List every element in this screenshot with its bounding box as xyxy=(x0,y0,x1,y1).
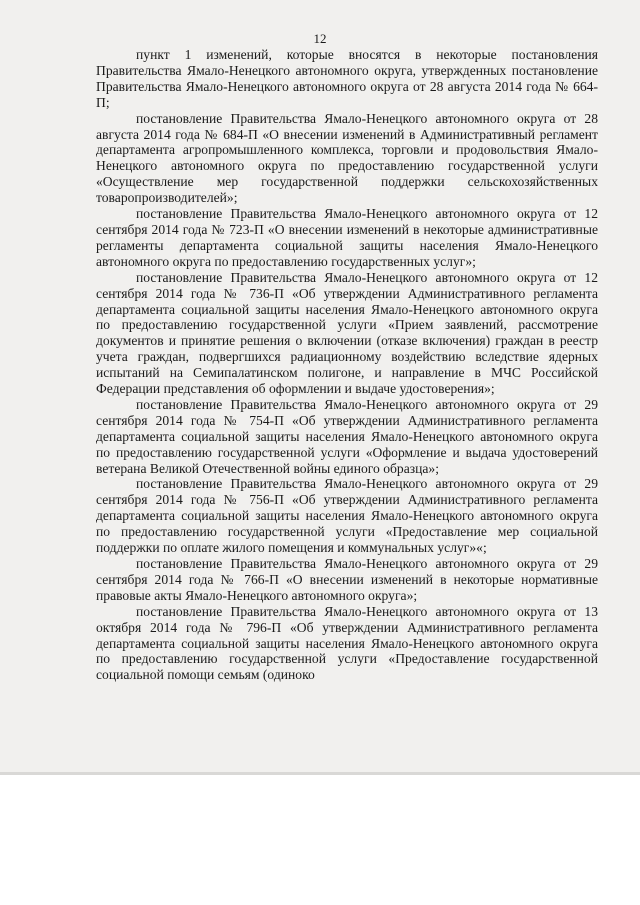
paragraph-resolution-754: постановление Правительства Ямало-Ненецкого автономного округа от 29 сентября 2014 года № 754-П «Об утверждении Административного регламента департамента социальной защиты населения Ямало-Ненецкого автономного округа по предоставлению государственной услуги «Оформление и выдача удостоверений ветерана Великой Отечественной войны единого образца»; xyxy=(96,396,598,476)
paragraph-resolution-736: постановление Правительства Ямало-Ненецкого автономного округа от 12 сентября 2014 года № 736-П «Об утверждении Административного регламента департамента социальной защиты населения Ямало-Ненецкого автономного округа по предоставлению государственной услуги «Прием заявлений, рассмотрение документов и принятие решения о включении (отказе включения) граждан в реестр учета граждан, подвергшихся радиационному воздействию вследствие ядерных испытаний на Семипалатинском полигоне, и направление в МЧС Российской Федерации представления об оформлении и выдаче удостоверения»; xyxy=(96,269,598,397)
paragraph-resolution-723: постановление Правительства Ямало-Ненецкого автономного округа от 12 сентября 2014 года № 723-П «О внесении изменений в некоторые административные регламенты департамента социальной защиты населения Ямало-Ненецкого автономного округа по предоставлению государственных услуг»; xyxy=(96,206,598,269)
scan-edge xyxy=(0,772,640,775)
page-number: 12 xyxy=(313,31,327,46)
paragraph-resolution-684: постановление Правительства Ямало-Ненецкого автономного округа от 28 августа 2014 года № 684-П «О внесении изменений в Административный регламент департамента агропромышленного комплекса, торговли и продовольствия Ямало-Ненецкого автономного округа по предоставлению государственной услуги «Осуществление мер государственной поддержки сельскохозяйственных товаропроизводителей»; xyxy=(96,110,598,206)
paragraph-amendment-664: пункт 1 изменений, которые вносятся в некоторые постановления Правительства Ямало-Ненецкого автономного округа, утвержденных постановление Правительства Ямало-Ненецкого автономного округа от 28 августа 2014 года № 664-П; xyxy=(96,47,598,110)
paragraph-resolution-766: постановление Правительства Ямало-Ненецкого автономного округа от 29 сентября 2014 года № 766-П «О внесении изменений в некоторые нормативные правовые акты Ямало-Ненецкого автономного округа»; xyxy=(96,556,598,603)
document-body xyxy=(96,47,598,683)
paragraph-resolution-796: постановление Правительства Ямало-Ненецкого автономного округа от 13 октября 2014 года № 796-П «Об утверждении Административного регламента департамента социальной защиты населения Ямало-Ненецкого автономного округа по предоставлению государственной услуги «Предоставление государственной социальной помощи семьям (одиноко xyxy=(96,603,598,683)
paragraph-resolution-756: постановление Правительства Ямало-Ненецкого автономного округа от 29 сентября 2014 года № 756-П «Об утверждении Административного регламента департамента социальной защиты населения Ямало-Ненецкого автономного округа по предоставлению государственной услуги «Предоставление мер социальной поддержки по оплате жилого помещения и коммунальных услуг»«; xyxy=(96,476,598,556)
